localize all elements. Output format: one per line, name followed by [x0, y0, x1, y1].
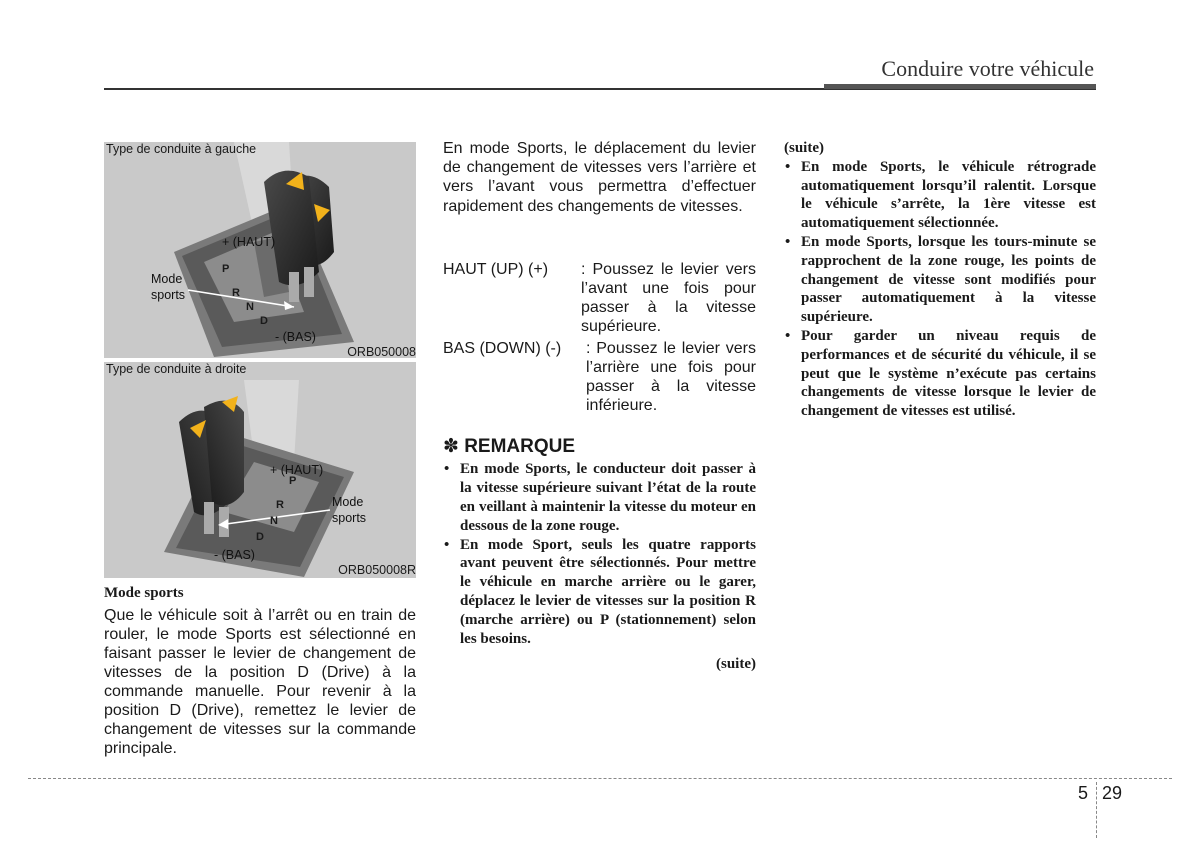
list-item: • En mode Sports, lorsque les tours-minute se rapprochent de la zone rouge, les points de changement de vitesse sont modifiés pour passer automatiquement à la vitesse supérieure.: [784, 233, 1096, 327]
definition-text: : Poussez le levier vers l’avant une fois pour passer à la vitesse supérieure.: [581, 260, 756, 336]
gear-letter-n: N: [246, 301, 254, 313]
gear-letter-p: P: [289, 475, 297, 487]
sports-mode-intro: En mode Sports, le déplacement du levier de changement de vitesses vers l’arrière et vers l’avant vous permettra d’effectuer rapidement des changements de vitesses.: [443, 140, 756, 215]
list-item: • En mode Sports, le véhicule rétrograde automatiquement lorsqu’il ralentit. Lorsque le véhicule s’arrête, la 1ère vitesse est automatiquement sélectionnée.: [784, 158, 1096, 233]
definition-up: [443, 260, 756, 337]
label-down-rhd: - (BAS): [214, 548, 255, 562]
figure-code-lhd: ORB050008: [347, 345, 416, 359]
gear-letter-d: D: [260, 315, 268, 327]
label-up-lhd: + (HAUT): [222, 235, 276, 249]
footer-rule: [28, 778, 1172, 779]
label-mode-sports-lhd: [151, 271, 185, 303]
chapter-number: 5: [1078, 783, 1089, 803]
mode-sports-heading: Mode sports: [104, 585, 184, 601]
remarque-list: [443, 460, 756, 648]
page-number: 29: [1102, 783, 1123, 803]
gear-shifter-illustration-lhd: [104, 142, 416, 358]
figure-code-rhd: ORB050008R: [338, 563, 416, 577]
column-2: [443, 139, 756, 673]
suite-marker: (suite): [716, 656, 756, 673]
label-mode-line1: Mode: [151, 272, 183, 286]
mode-sports-body: Que le véhicule soit à l’arrêt ou en train de rouler, le mode Sports est sélectionné en faisant passer le levier de changement de vitesses de la position D (Drive) à la commande manuelle. Pour revenir à la position D (Drive), remettez le levier de changement de vitesses sur la commande principale.: [104, 607, 416, 757]
column-3: [784, 139, 1096, 421]
definition-down: [443, 339, 756, 416]
label-up-rhd: + (HAUT): [270, 463, 324, 477]
definition-term: BAS (DOWN) (-): [443, 339, 562, 357]
continued-list: [784, 158, 1096, 421]
gear-letter-d: D: [256, 531, 264, 543]
definition-term: HAUT (UP) (+): [443, 260, 549, 278]
gear-letter-r: R: [276, 499, 284, 511]
suite-heading: (suite): [784, 140, 824, 156]
label-mode-line2: sports: [332, 511, 367, 525]
figure-caption-rhd: Type de conduite à droite: [106, 362, 247, 376]
definition-text: : Poussez le levier vers l’arrière une fois pour passer à la vitesse inférieure.: [586, 339, 756, 415]
label-down-lhd: - (BAS): [275, 330, 316, 344]
header-rule-accent: [824, 84, 1096, 89]
list-item: • En mode Sport, seuls les quatre rapports avant peuvent être sélectionnés. Pour mettre le véhicule en marche arrière ou le garer, déplacez le levier de vitesses sur la position R (marche arrière) ou P (stationnement) selon les besoins.: [443, 536, 756, 649]
list-item: • En mode Sports, le conducteur doit passer à la vitesse supérieure suivant l’état de la route en veillant à maintenir la vitesse du moteur en dessous de la zone rouge.: [443, 460, 756, 535]
figure-left-hand-drive: [104, 142, 416, 358]
asterisk-icon: ✽: [443, 436, 459, 458]
gear-letter-p: P: [222, 263, 230, 275]
gear-letter-n: N: [270, 515, 278, 527]
list-item: • Pour garder un niveau requis de performances et de sécurité du véhicule, il se peut que le système n’exécute pas certains changements de vitesse lorsque le levier de changement de vitesses est utilisé.: [784, 327, 1096, 421]
gear-letter-r: R: [232, 287, 240, 299]
running-header-title: Conduire votre véhicule: [881, 56, 1094, 81]
remarque-title: REMARQUE: [464, 436, 576, 458]
footer-divider: [1096, 782, 1097, 838]
label-mode-sports-rhd: [332, 494, 366, 526]
label-mode-line2: sports: [151, 288, 186, 302]
label-mode-line1: Mode: [332, 495, 364, 509]
figure-caption-lhd: Type de conduite à gauche: [106, 142, 257, 156]
gear-shifter-illustration-rhd: [104, 362, 416, 578]
figure-right-hand-drive: [104, 362, 416, 578]
remarque-heading: [443, 435, 756, 458]
